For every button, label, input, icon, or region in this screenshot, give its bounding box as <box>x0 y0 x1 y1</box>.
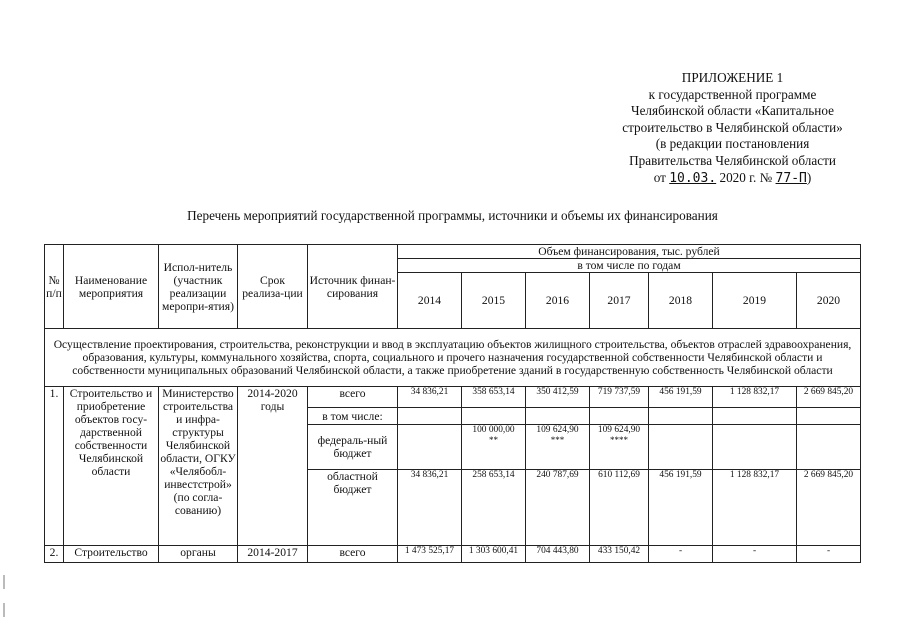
row1-source-federal: федераль-ный бюджет <box>308 425 398 470</box>
empty-cell <box>526 408 590 425</box>
empty-cell <box>649 425 713 470</box>
appendix-line: ПРИЛОЖЕНИЕ 1 <box>681 70 784 85</box>
empty-cell <box>590 408 649 425</box>
regional-value: 2 669 845,20 <box>797 470 861 546</box>
federal-value-2017 <box>590 425 649 470</box>
appendix-line: строительство в Челябинской области» <box>622 119 843 135</box>
regional-value: 610 112,69 <box>590 470 649 546</box>
row2-name: Строительство <box>64 546 159 563</box>
row2-term: 2014-2017 <box>238 546 308 563</box>
row1-total-value: 1 128 832,17 <box>713 387 797 408</box>
row2-value: 1 473 525,17 <box>398 546 462 563</box>
regional-value: 34 836,21 <box>398 470 462 546</box>
regional-value: 240 787,69 <box>526 470 590 546</box>
appendix-date-line <box>560 170 905 188</box>
footnote-mark: *** <box>550 435 565 445</box>
row2-value: 704 443,80 <box>526 546 590 563</box>
header-year: 2016 <box>526 273 590 329</box>
row1-num: 1. <box>45 387 64 546</box>
regional-value: 258 653,14 <box>462 470 526 546</box>
date-suffix: ) <box>806 169 812 185</box>
row1-source-regional: областной бюджет <box>308 470 398 546</box>
row1-total-value: 456 191,59 <box>649 387 713 408</box>
empty-cell <box>797 425 861 470</box>
row2-value: 1 303 600,41 <box>462 546 526 563</box>
document-title: Перечень мероприятий государственной программы, источники и объемы их финансирования <box>187 208 718 223</box>
footnote-mark: ** <box>489 435 498 445</box>
date-value: 10.03. <box>669 170 717 186</box>
appendix-block <box>560 70 905 187</box>
date-prefix: от <box>653 169 666 185</box>
header-by-years: в том числе по годам <box>398 259 861 273</box>
row2-value: 433 150,42 <box>590 546 649 563</box>
row1-total-value: 2 669 845,20 <box>797 387 861 408</box>
empty-cell <box>398 425 462 470</box>
header-source: Источник финан-сирования <box>308 245 398 329</box>
row2-executor: органы <box>159 546 238 563</box>
row2-num: 2. <box>45 546 64 563</box>
header-year: 2015 <box>462 273 526 329</box>
appendix-line: Челябинской области «Капитальное <box>631 103 834 119</box>
header-volume: Объем финансирования, тыс. рублей <box>398 245 861 259</box>
federal-value-2015 <box>462 425 526 470</box>
row1-total-value: 358 653,14 <box>462 387 526 408</box>
row1-total-value: 350 412,59 <box>526 387 590 408</box>
header-year: 2017 <box>590 273 649 329</box>
empty-cell <box>398 408 462 425</box>
empty-cell <box>462 408 526 425</box>
header-year: 2014 <box>398 273 462 329</box>
federal-amount: 109 624,90 <box>597 425 641 435</box>
header-num: № п/п <box>45 245 64 329</box>
row1-total-value: 34 836,21 <box>398 387 462 408</box>
program-table <box>44 244 861 563</box>
regional-value: 1 128 832,17 <box>713 470 797 546</box>
empty-cell <box>713 425 797 470</box>
row2-value: - <box>713 546 797 563</box>
row2-value: - <box>797 546 861 563</box>
header-year: 2019 <box>713 273 797 329</box>
empty-cell <box>649 408 713 425</box>
header-executor: Испол-нитель (участник реализации меропри-ятия) <box>159 245 238 329</box>
footnote-mark: **** <box>610 435 628 445</box>
federal-amount: 109 624,90 <box>536 425 579 435</box>
header-name: Наименование мероприятия <box>64 245 159 329</box>
federal-amount: 100 000,00 <box>472 425 515 435</box>
row1-source-total: всего <box>308 387 398 408</box>
row1-executor: Министерство строительства и инфра-структуры Челябинской области, ОГКУ «Челябобл-инвестстрой» (по согла-сованию) <box>159 387 238 546</box>
header-year: 2018 <box>649 273 713 329</box>
regional-value: 456 191,59 <box>649 470 713 546</box>
date-year: 2020 г. № <box>719 169 773 185</box>
appendix-line: к государственной программе <box>648 86 817 102</box>
scan-artifact <box>3 603 5 617</box>
row1-total-value: 719 737,59 <box>590 387 649 408</box>
row2-source: всего <box>308 546 398 563</box>
header-term: Срок реализа-ции <box>238 245 308 329</box>
section-description: Осуществление проектирования, строительства, реконструкции и ввод в эксплуатацию объектов жилищного строительства, объектов отраслей здравоохранения, образования, культуры, коммунального хозяйства, спорта, социального и прочего назначения государственной собственности Челябинской области и собственности муниципальных образований Челябинской области, а также приобретение зданий в государственную собственность Челябинской области <box>45 329 861 387</box>
row1-source-including: в том числе: <box>308 408 398 425</box>
federal-value-2016 <box>526 425 590 470</box>
header-year: 2020 <box>797 273 861 329</box>
doc-number: 77-П <box>775 170 807 186</box>
empty-cell <box>797 408 861 425</box>
row1-name: Строительство и приобретение объектов госу-дарственной собственности Челябинской области <box>64 387 159 546</box>
appendix-line: Правительства Челябинской области <box>629 152 836 168</box>
empty-cell <box>713 408 797 425</box>
scan-artifact <box>3 575 5 589</box>
appendix-line: (в редакции постановления <box>655 136 810 152</box>
row1-term: 2014-2020 годы <box>238 387 308 546</box>
row2-value: - <box>649 546 713 563</box>
